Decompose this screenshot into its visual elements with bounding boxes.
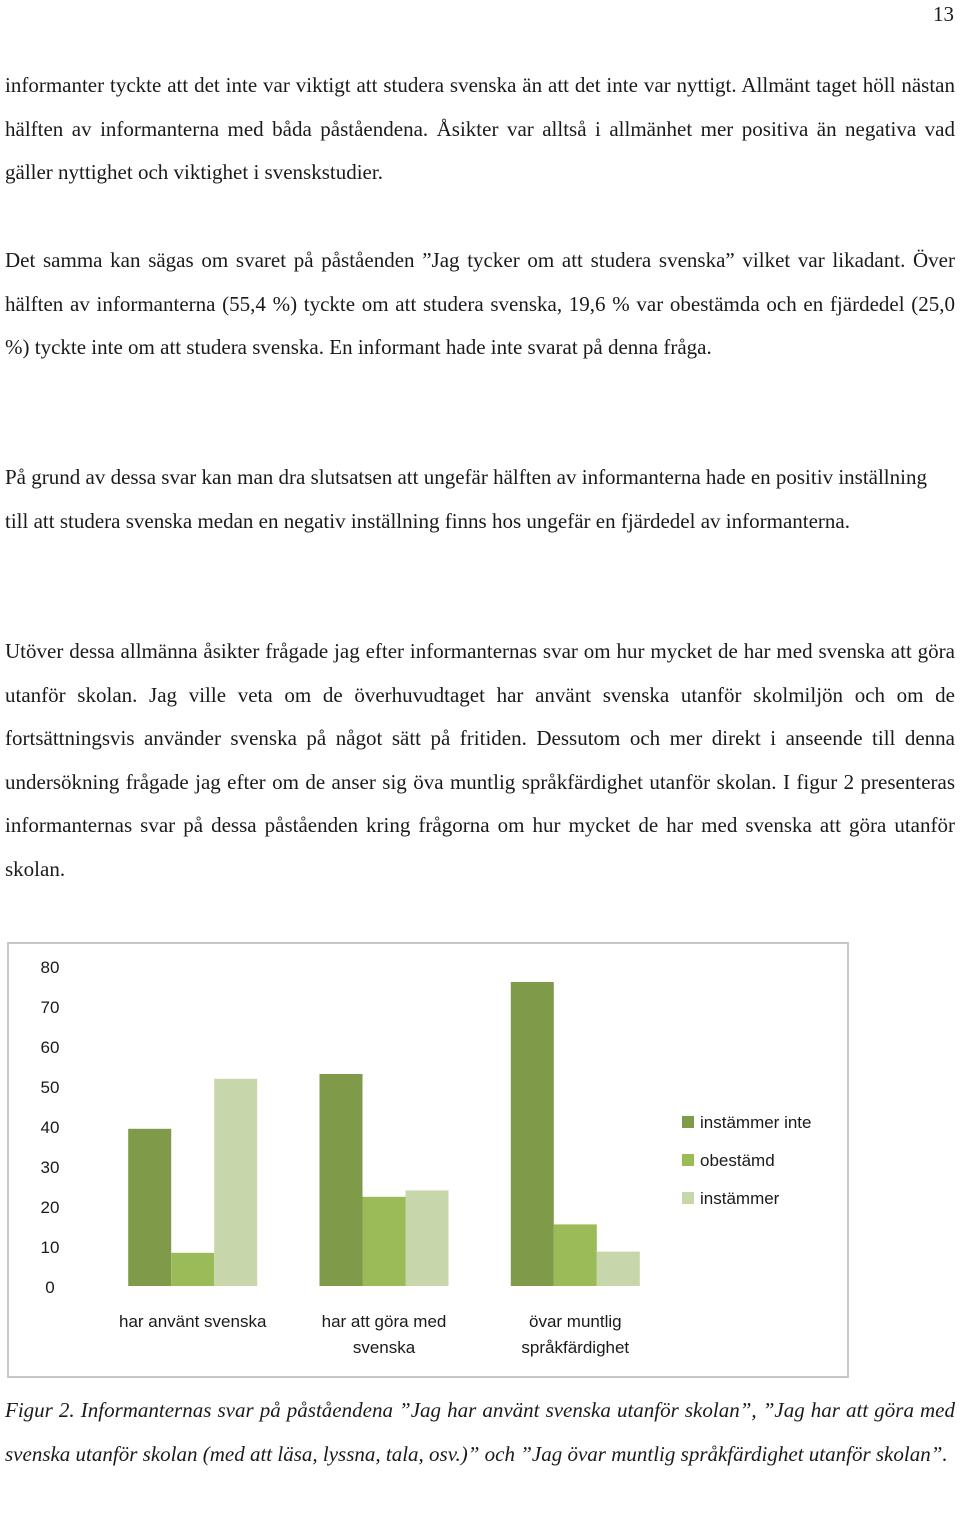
bar-instämmer-inte-3	[511, 982, 554, 1286]
legend-swatch	[682, 1116, 694, 1128]
y-tick-label: 70	[40, 998, 60, 1017]
legend-swatch	[682, 1192, 694, 1204]
figure-caption: Figur 2. Informanternas svar på påståendena ”Jag har använt svenska utanför skolan”, ”Jag har att göra med svenska utanför skolan (med att läsa, lyssna, tala, osv.)” och ”Jag övar muntlig språkfärdighet utanför skolan”.	[5, 1398, 955, 1466]
bar-instämmer-inte-1	[128, 1129, 171, 1286]
category-label: har använt svenska	[118, 1312, 267, 1331]
bar-instämmer-1	[214, 1079, 257, 1286]
bar-instämmer-3	[597, 1252, 640, 1286]
legend-label: instämmer	[700, 1189, 780, 1208]
y-tick-label: 40	[40, 1118, 60, 1137]
category-label: svenska	[352, 1338, 416, 1357]
bar-instämmer-2	[406, 1190, 449, 1286]
y-tick-label: 50	[40, 1078, 60, 1097]
legend-swatch	[682, 1154, 694, 1166]
category-label: har att göra med	[321, 1312, 447, 1331]
paragraph-4: Utöver dessa allmänna åsikter frågade jag efter informanternas svar om hur mycket de har med svenska att göra utanför skolan. Jag ville veta om de överhuvudtaget har använt svenska utanför skolmiljön och om de fortsättningsvis använder svenska på något sätt på fritiden. Dessutom och mer direkt i anseende till denna undersökning frågade jag efter om de anser sig öva muntlig språkfärdighet utanför skolan. I figur 2 presenteras informanternas svar på dessa påståenden kring frågorna om hur mycket de har med svenska att göra utanför skolan.	[5, 639, 955, 881]
y-tick-label: 30	[40, 1158, 60, 1177]
y-tick-label: 0	[45, 1278, 55, 1297]
page-number: 13	[933, 2, 954, 26]
paragraph-2: Det samma kan sägas om svaret på påståenden ”Jag tycker om att studera svenska” vilket var likadant. Över hälften av informanterna (55,4 %) tyckte om att studera svenska, 19,6 % var obestämda och en fjärdedel (25,0 %) tyckte inte om att studera svenska. En informant hade inte svarat på denna fråga.	[5, 248, 955, 360]
paragraph-1: informanter tyckte att det inte var viktigt att studera svenska än att det inte var nyttigt. Allmänt taget höll nästan hälften av informanterna med båda påståendena. Åsikter var alltså i allmänhet mer positiva än negativa vad gäller nyttighet och viktighet i svenskstudier.	[5, 73, 955, 185]
bar-obestämd-1	[171, 1253, 214, 1286]
paragraph-3: På grund av dessa svar kan man dra slutsatsen att ungefär hälften av informanterna hade en positiv inställning till att studera svenska medan en negativ inställning finns hos ungefär en fjärdedel av informanterna.	[5, 465, 927, 533]
y-tick-label: 10	[40, 1238, 60, 1257]
bar-instämmer-inte-2	[320, 1074, 363, 1286]
category-label: språkfärdighet	[521, 1338, 630, 1357]
legend-label: obestämd	[700, 1151, 775, 1170]
bar-obestämd-3	[554, 1224, 597, 1286]
legend-label: instämmer inte	[700, 1113, 812, 1132]
y-tick-label: 20	[40, 1198, 60, 1217]
bar-obestämd-2	[363, 1197, 406, 1286]
figure-2-chart	[7, 942, 849, 1378]
bar-chart-svg	[9, 944, 847, 1376]
y-tick-label: 80	[40, 958, 60, 977]
category-label: övar muntlig	[528, 1312, 622, 1331]
y-tick-label: 60	[40, 1038, 60, 1057]
